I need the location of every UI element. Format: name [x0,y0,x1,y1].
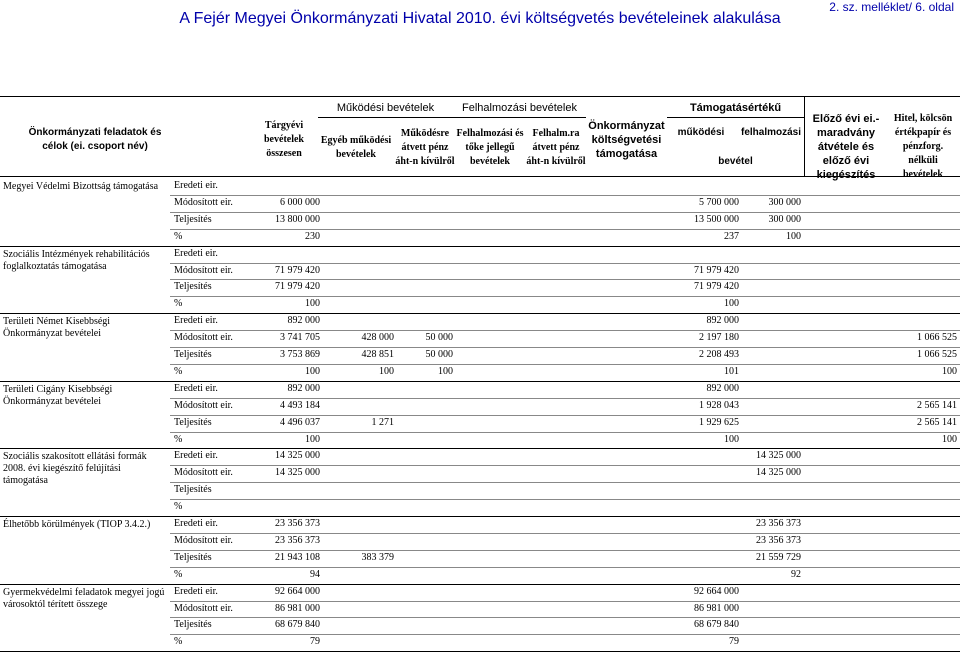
cell-other-working: 428 851 [361,349,394,360]
cell-total: 3 753 869 [280,349,320,360]
cell-total: 100 [305,433,320,445]
table-row [0,279,960,296]
cell-gov-support: 1 928 043 [699,399,739,411]
cell-gov-support: 892 000 [706,382,739,394]
cell-gov-support: 2 208 493 [699,349,739,360]
cell-total: 23 356 373 [275,534,320,546]
cell-other-working: 100 [379,365,394,377]
table-row [0,263,960,280]
cell-gov-support: 68 679 840 [694,619,739,631]
group-divider-capital [453,117,586,118]
cell-total: 94 [310,568,320,580]
row-label: Teljesítés [174,484,212,496]
page-title: A Fejér Megyei Önkormányzati Hivatal 2010. évi költségvetés bevételeinek alakulása [179,10,781,27]
header-support-working: működési [677,127,725,138]
cell-loan: 2 565 141 [917,416,957,428]
cell-gov-support: 71 979 420 [694,264,739,276]
cell-total: 86 981 000 [275,602,320,614]
row-label: Módosított eir. [174,332,233,344]
cell-gov-support: 101 [724,365,739,377]
table-row [0,482,960,499]
cell-total: 23 356 373 [275,518,320,529]
row-label: Teljesítés [174,416,212,428]
row-label: Eredeti eir. [174,315,218,327]
group-name: Gyermekvédelmi feladatok megyei jogú városoktól térített összege [3,586,165,610]
table-row [0,584,960,601]
row-label: % [174,230,183,242]
cell-gov-support: 79 [729,636,739,648]
cell-total: 100 [305,365,320,377]
cell-other-working: 428 000 [361,332,394,344]
cell-loan: 1 066 525 [917,349,957,360]
table-row [0,432,960,449]
cell-gov-support: 100 [724,298,739,310]
table-row [0,415,960,432]
header-support-group: Támogatásértékű [689,102,782,114]
cell-gov-support: 92 664 000 [694,585,739,597]
row-label: % [174,636,183,648]
header-total: Tárgyévi bevételek összesen [264,120,304,159]
table-row [0,381,960,398]
table-row [0,313,960,330]
cell-support-capital: 300 000 [768,213,801,225]
row-label: Módosított eir. [174,534,233,546]
row-label: Módosított eir. [174,196,233,208]
cell-total: 892 000 [287,315,320,327]
cell-gov-support: 100 [724,433,739,445]
table-row [0,296,960,313]
cell-other-working: 1 271 [371,416,394,428]
table-row [0,364,960,381]
cell-loan: 1 066 525 [917,332,957,344]
header-working-group: Működési bevételek [336,102,435,114]
row-label: % [174,568,183,580]
group-divider-support [667,117,804,118]
row-label: Teljesítés [174,213,212,225]
cell-working-transfer: 100 [438,365,453,377]
row-label: Eredeti eir. [174,247,218,259]
row-label: Módosított eir. [174,467,233,479]
table-row [0,448,960,465]
table-row [0,601,960,618]
group-name: Szociális Intézmények rehabilitációs foglalkoztatás támogatása [3,248,150,272]
table-row [0,246,960,263]
table-row [0,516,960,533]
cell-total: 79 [310,636,320,648]
cell-total: 4 496 037 [280,416,320,428]
cell-total: 68 679 840 [275,619,320,631]
header-gov-support: Önkormányzat költségvetési támogatása [588,120,665,160]
cell-loan: 100 [942,433,957,445]
table-row [0,617,960,634]
cell-support-working: 23 356 373 [756,518,801,529]
row-label: Módosított eir. [174,602,233,614]
cell-support-working: 21 559 729 [756,551,801,563]
table-row [0,229,960,246]
cell-support-working: 5 700 000 [699,196,739,208]
cell-total: 6 000 000 [280,196,320,208]
cell-total: 21 943 108 [275,551,320,563]
header-loan: Hitel, kölcsön értékpapír és pénzforg. nélküli bevételek [893,113,953,180]
group-divider-working [318,117,453,118]
cell-gov-support: 86 981 000 [694,602,739,614]
table-row [0,533,960,550]
cell-total: 14 325 000 [275,450,320,462]
header-top-line [0,96,960,97]
cell-gov-support: 892 000 [706,315,739,327]
row-label: Módosított eir. [174,399,233,411]
row-label: % [174,501,183,513]
row-label: Eredeti eir. [174,450,218,462]
row-label: Eredeti eir. [174,180,218,191]
cell-working-transfer: 50 000 [425,349,453,360]
cell-total: 4 493 184 [280,399,320,411]
cell-support-working: 92 [791,568,801,580]
header-capital-group: Felhalmozási bevételek [462,102,577,114]
cell-total: 13 800 000 [275,213,320,225]
group-name: Élhetőbb körülmények (TIOP 3.4.2.) [3,519,151,530]
header-working-transfer: Működésre átvett pénz áht-n kívülről [395,128,455,167]
table-row [0,195,960,212]
header-other-working: Egyéb működési bevételek [320,135,392,160]
table-row [0,465,960,482]
header-prev-year: Előző évi ei.- maradvány átvétele és előző évi kiegészítés [812,113,880,181]
cell-support-working: 14 325 000 [756,450,801,462]
cell-gov-support: 71 979 420 [694,281,739,293]
row-label: Módosított eir. [174,264,233,276]
row-label: Teljesítés [174,551,212,563]
row-label: Eredeti eir. [174,382,218,394]
row-label: % [174,298,183,310]
row-label: % [174,433,183,445]
cell-total: 100 [305,298,320,310]
table-row [0,398,960,415]
table-row [0,499,960,516]
cell-gov-support: 2 197 180 [699,332,739,344]
cell-total: 230 [305,230,320,242]
page-reference: 2. sz. melléklet/ 6. oldal [829,0,954,14]
table-row [0,550,960,567]
group-name: Területi Cigány Kisebbségi Önkormányzat bevételei [3,383,113,407]
cell-total: 3 741 705 [280,332,320,344]
row-label: % [174,365,183,377]
row-label: Teljesítés [174,619,212,631]
cell-total: 14 325 000 [275,467,320,479]
cell-support-working: 13 500 000 [694,213,739,225]
table-row [0,567,960,584]
header-support-income: bevétel [718,156,753,167]
cell-total: 71 979 420 [275,264,320,276]
table-row [0,212,960,229]
cell-total: 892 000 [287,382,320,394]
header-task: Önkormányzati feladatok és célok (ei. csoport név) [28,127,162,152]
table-row [0,178,960,195]
cell-loan: 2 565 141 [917,399,957,411]
row-label: Teljesítés [174,281,212,293]
row-label: Teljesítés [174,349,212,360]
cell-support-capital: 300 000 [768,196,801,208]
row-label: Eredeti eir. [174,518,218,529]
header-support-capital: felhalmozási [740,127,802,138]
cell-support-working: 237 [724,230,739,242]
cell-other-working: 383 379 [361,551,394,563]
header-capital-income: Felhalmozási és tőke jellegű bevételek [456,128,524,167]
cell-working-transfer: 50 000 [425,332,453,344]
cell-support-capital: 100 [786,230,801,242]
table-row [0,634,960,651]
group-name: Szociális szakosított ellátási formák 2008. évi kiegészítő felújítási támogatása [3,451,147,487]
cell-support-working: 23 356 373 [756,534,801,546]
header-capital-transfer: Felhalm.ra átvett pénz áht-n kívülről [526,128,586,167]
cell-total: 92 664 000 [275,585,320,597]
group-name: Megyei Védelmi Bizottság támogatása [3,181,159,192]
group-name: Területi Német Kisebbségi Önkormányzat bevételei [3,316,111,340]
cell-loan: 100 [942,365,957,377]
cell-support-working: 14 325 000 [756,467,801,479]
cell-gov-support: 1 929 625 [699,416,739,428]
table-row [0,347,960,364]
row-label: Eredeti eir. [174,585,218,597]
table-row [0,330,960,347]
cell-total: 71 979 420 [275,281,320,293]
